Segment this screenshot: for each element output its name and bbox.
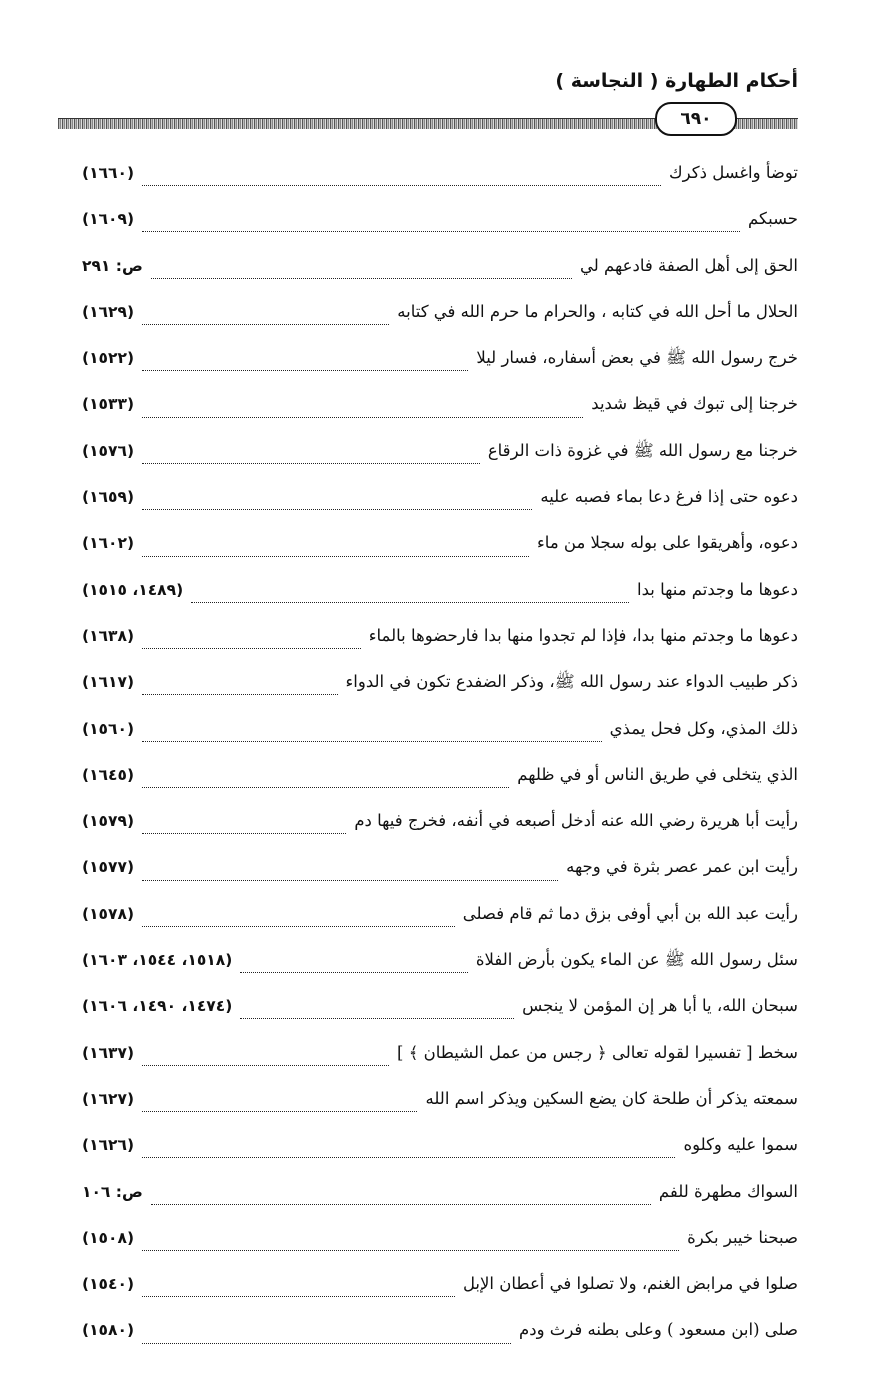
entry-reference: (١٤٧٤، ١٤٩٠، ١٦٠٦) [82,997,233,1016]
dot-leader [142,879,558,881]
entry-text: سمعته يذكر أن طلحة كان يضع السكين ويذكر اسم الله [425,1088,798,1108]
dot-leader [142,462,480,464]
index-entry [82,1313,798,1359]
entry-reference: (١٦٠٢) [82,534,135,553]
entry-reference: (١٥٦٠) [82,719,135,738]
dot-leader [142,508,532,510]
entry-reference: (١٥٨٠) [82,1321,135,1340]
entry-reference: (١٦١٧) [82,673,135,692]
dot-leader [142,230,740,232]
entry-reference: (١٥١٨، ١٥٤٤، ١٦٠٣) [82,951,233,970]
index-entry [82,850,798,896]
dot-leader [240,971,468,973]
entry-text: سئل رسول الله ﷺ عن الماء يكون بأرض الفلاة [475,950,798,970]
entry-text: السواك مطهرة للفم [658,1181,798,1201]
index-entries [82,156,798,1360]
dot-leader [142,1064,389,1066]
entry-text: ذكر طبيب الدواء عند رسول الله ﷺ، وذكر الضفدع تكون في الدواء [345,672,798,692]
entry-text: رأيت عبد الله بن أبي أوفى بزق دما ثم قام فصلى [462,903,798,923]
dot-leader [142,184,661,186]
entry-reference: (١٦٣٨) [82,626,135,645]
entry-reference: ص: ١٠٦ [82,1182,143,1201]
index-entry [82,156,798,202]
entry-text: خرجنا إلى تبوك في قيظ شديد [591,394,798,414]
dot-leader [142,369,468,371]
entry-reference: (١٥٠٨) [82,1228,135,1247]
entry-text: الحلال ما أحل الله في كتابه ، والحرام ما حرم الله في كتابه [397,301,798,321]
index-entry [82,989,798,1035]
index-entry [82,804,798,850]
dot-leader [142,647,361,649]
entry-text: الذي يتخلى في طريق الناس أو في ظلهم [517,764,798,784]
entry-reference: (١٦٢٩) [82,302,135,321]
index-entry [82,758,798,804]
dot-leader [142,740,602,742]
entry-reference: (١٦٢٦) [82,1136,135,1155]
index-entry [82,619,798,665]
entry-reference: (١٦٤٥) [82,765,135,784]
entry-text: صلى (ابن مسعود ) وعلى بطنه فرث ودم [519,1320,798,1340]
index-entry [82,1221,798,1267]
entry-text: دعوها ما وجدتم منها بدا، فإذا لم تجدوا منها بدا فارحضوها بالماء [368,625,798,645]
index-entry [82,434,798,480]
index-entry [82,295,798,341]
dot-leader [142,786,509,788]
entry-text: خرج رسول الله ﷺ في بعض أسفاره، فسار ليلا [476,348,798,368]
dot-leader [142,925,455,927]
index-entry [82,202,798,248]
entry-text: صلوا في مرابض الغنم، ولا تصلوا في أعطان الإبل [462,1274,798,1294]
entry-text: سبحان الله، يا أبا هر إن المؤمن لا ينجس [522,996,798,1016]
dot-leader [142,555,529,557]
entry-text: دعوه حتى إذا فرغ دعا بماء فصبه عليه [540,487,798,507]
entry-reference: (١٦٢٧) [82,1089,135,1108]
index-entry [82,897,798,943]
index-entry [82,712,798,758]
index-entry [82,665,798,711]
entry-text: سموا عليه وكلوه [683,1135,798,1155]
dot-leader [142,323,389,325]
entry-reference: (١٥٣٣) [82,395,135,414]
entry-reference: (١٥٧٩) [82,812,135,831]
dot-leader [142,693,338,695]
dot-leader [142,1156,675,1158]
index-entry [82,1175,798,1221]
entry-reference: (١٥٤٠) [82,1275,135,1294]
entry-text: دعوه، وأهريقوا على بوله سجلا من ماء [537,533,798,553]
entry-reference: (١٦٣٧) [82,1043,135,1062]
entry-text: سخط [ تفسيرا لقوله تعالى ﴿ رجس من عمل الشيطان ﴾ ] [397,1042,798,1062]
entry-text: الحق إلى أهل الصفة فادعهم لي [580,255,798,275]
dot-leader [191,601,629,603]
page-number: ٦٩٠ [655,102,737,136]
index-entry [82,1267,798,1313]
index-entry [82,1036,798,1082]
index-entry [82,387,798,433]
entry-reference: (١٥٧٦) [82,441,135,460]
entry-reference: (١٦٦٠) [82,164,135,182]
entry-reference: (١٥٧٧) [82,858,135,877]
running-title: أحكام الطهارة ( النجاسة ) [555,70,798,92]
dot-leader [142,832,346,834]
entry-text: رأيت أبا هريرة رضي الله عنه أدخل أصبعه في أنفه، فخرج فيها دم [354,811,798,831]
entry-text: صبحنا خيبر بكرة [687,1227,798,1247]
dot-leader [151,1203,651,1205]
entry-text: حسبكم [748,209,798,229]
entry-reference: (١٤٨٩، ١٥١٥) [82,580,184,599]
index-entry [82,341,798,387]
entry-text: دعوها ما وجدتم منها بدا [637,579,798,599]
dot-leader [142,1295,455,1297]
dot-leader [142,1249,679,1251]
entry-reference: (١٥٢٢) [82,349,135,368]
dot-leader [142,1342,511,1344]
entry-reference: ص: ٢٩١ [82,256,143,275]
index-entry [82,1128,798,1174]
dot-leader [240,1017,514,1019]
entry-text: خرجنا مع رسول الله ﷺ في غزوة ذات الرقاع [487,440,798,460]
entry-text: ذلك المذي، وكل فحل يمذي [609,718,798,738]
dot-leader [142,416,583,418]
index-entry [82,1082,798,1128]
entry-reference: (١٦٥٩) [82,488,135,507]
dot-leader [142,1110,417,1112]
entry-text: توضأ واغسل ذكرك [669,163,798,182]
entry-reference: (١٦٠٩) [82,210,135,229]
index-entry [82,480,798,526]
page-header [58,68,798,138]
dot-leader [151,277,572,279]
index-entry [82,249,798,295]
index-entry [82,943,798,989]
entry-reference: (١٥٧٨) [82,904,135,923]
index-entry [82,526,798,572]
index-entry [82,573,798,619]
entry-text: رأيت ابن عمر عصر بثرة في وجهه [566,857,798,877]
